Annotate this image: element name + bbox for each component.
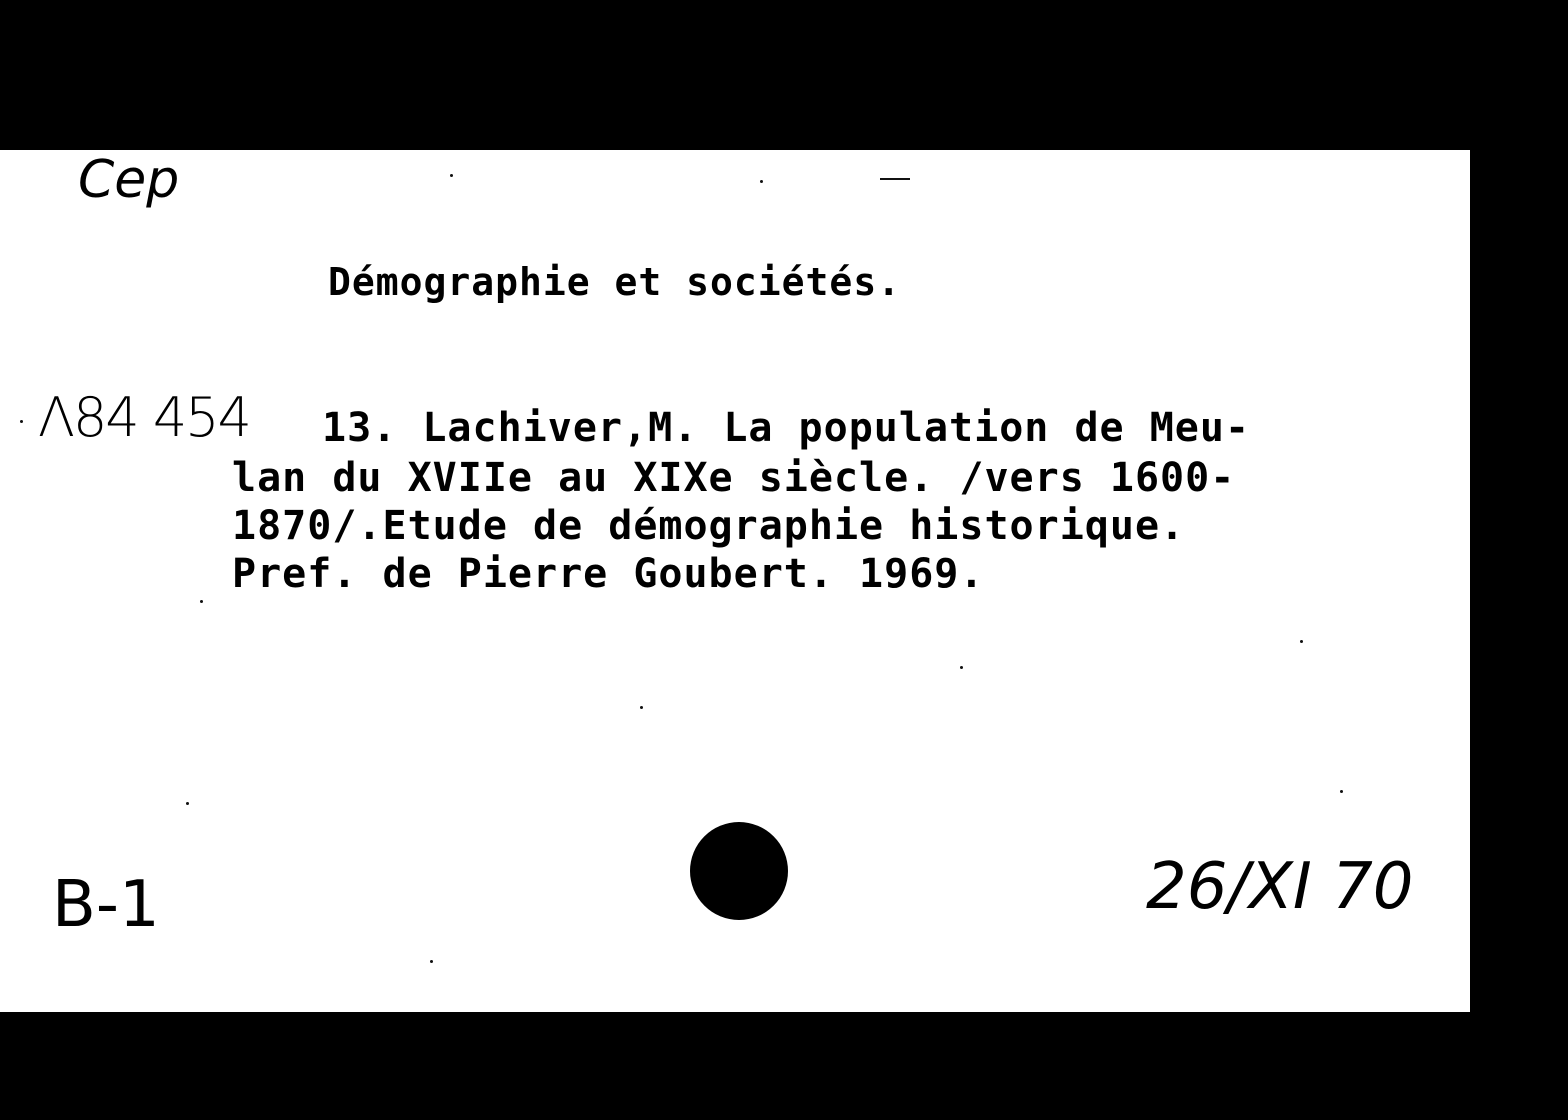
card-heading: Démographie et sociétés. [328,260,902,304]
handwritten-code: Cep [78,150,180,210]
handwritten-date: 26/XI 70 [1146,850,1414,924]
entry-line-1: 13. Lachiver,M. La population de Meu- [322,405,1251,451]
speck [20,420,23,423]
speck [760,180,763,183]
speck [430,960,433,963]
speck [960,666,963,669]
speck [1340,790,1343,793]
entry-line-2: lan du XVIIe au XIXe siècle. /vers 1600- [232,455,1236,501]
speck [450,174,453,177]
punch-hole [690,822,788,920]
entry-line-4: Pref. de Pierre Goubert. 1969. [232,551,985,597]
speck [1300,640,1303,643]
catalog-card [0,150,1470,1012]
speck [880,178,910,180]
handwritten-location: B-1 [52,868,160,942]
entry-line-3: 1870/.Etude de démographie historique. [232,503,1186,549]
shelfmark: Λ84 454 [38,386,250,449]
speck [640,706,643,709]
speck [186,802,189,805]
speck [200,600,203,603]
